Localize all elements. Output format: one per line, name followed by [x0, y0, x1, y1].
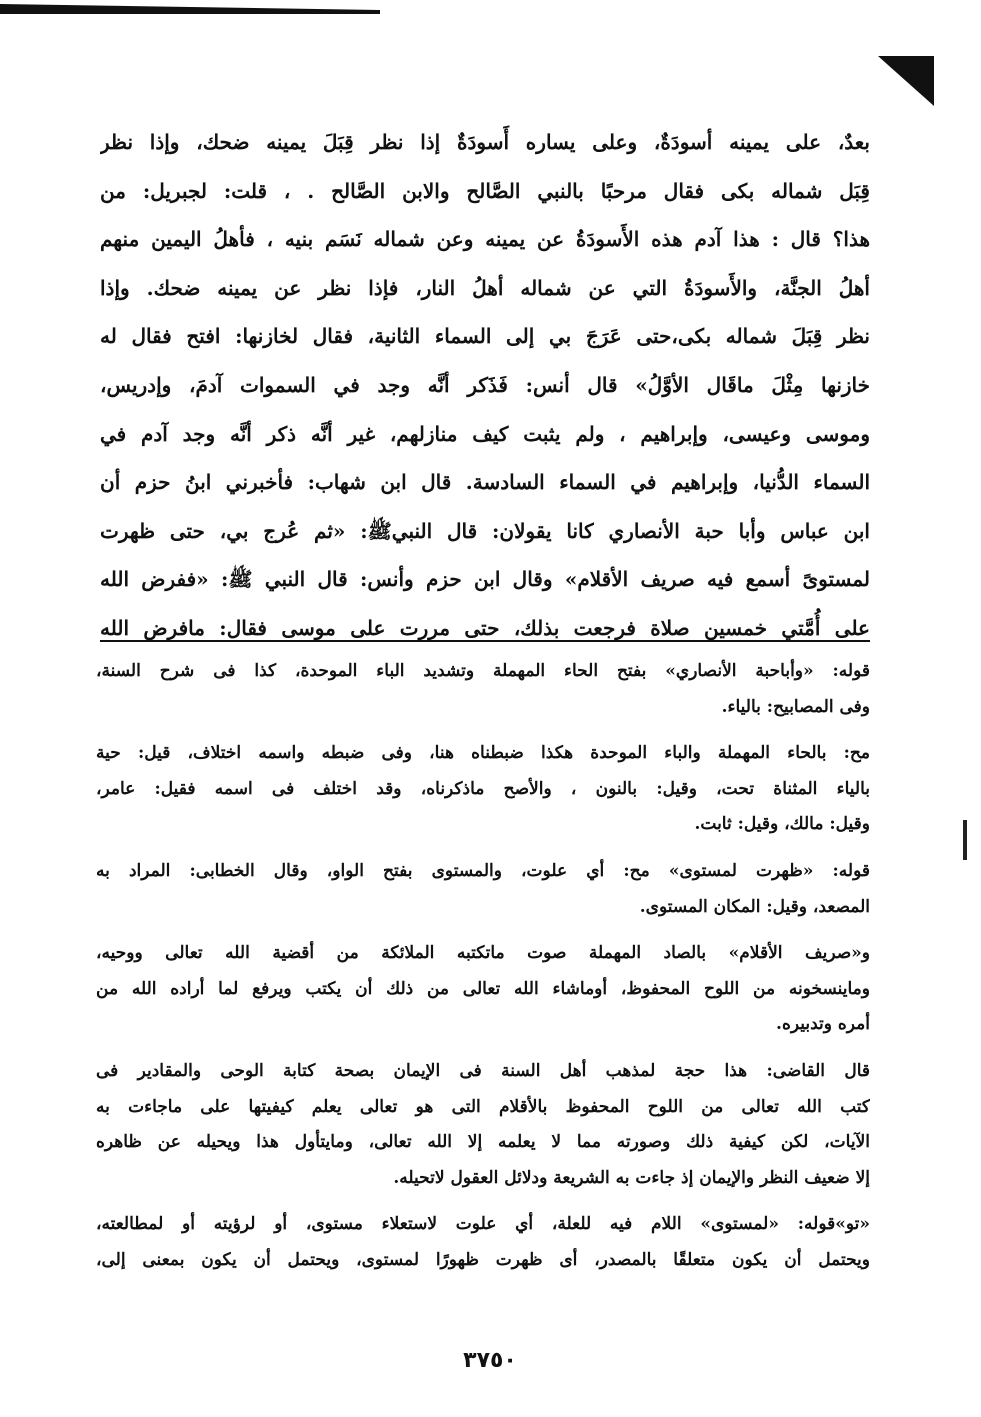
note-line: أمره وتدبيره. [776, 1014, 870, 1035]
corner-triangle-mark [878, 56, 934, 106]
main-text-line: على أُمَّتي خمسين صلاة فرجعت بذلك، حتى مررت على موسى فقال: مافرض الله [100, 615, 870, 640]
main-text-line: نظر قِبَلَ شماله بكى،حتى عَرَجَ بي إلى السماء الثانية، فقال لخازنها: افتح فقال له [100, 324, 870, 349]
note-line: «تو»قوله: «لمستوى» اللام فيه للعلة، أي علوت لاستعلاء مستوى، أو لرؤيته أو لمطالعته، [96, 1214, 870, 1235]
note-line: قال القاضى: هذا حجة لمذهب أهل السنة فى الإيمان بصحة كتابة الوحى والمقادير فى [96, 1060, 870, 1081]
main-text-line: ابن عباس وأبا حبة الأنصاري كانا يقولان: قال النبيﷺ: «ثم عُرج بي، حتى ظهرت [100, 518, 870, 543]
note-line: مح: بالحاء المهملة والباء الموحدة هكذا ضبطناه هنا، وفى ضبطه واسمه اختلاف، قيل: حية [96, 743, 870, 764]
note-line: وفى المصابيح: بالياء. [721, 696, 870, 717]
main-text-line: أهلُ الجنَّة، والأَسودَةُ التي عن شماله أهلُ النار، فإذا نظر عن يمينه ضحك. وإذا [100, 275, 870, 300]
note-line: ويحتمل أن يكون متعلقًا بالمصدر، أى ظهرت ظهورًا لمستوى، ويحتمل أن يكون بمعنى إلى، [96, 1249, 870, 1270]
note-paragraph [96, 936, 870, 1043]
top-border-rule [0, 4, 380, 14]
note-line: كتب الله تعالى من اللوح المحفوظ بالأقلام التى هو تعالى يعلم كيفيتها على ماجاءت به [96, 1096, 870, 1117]
main-text-line: لمستوىً أسمع فيه صريف الأقلام» وقال ابن حزم وأنس: قال النبي ﷺ: «ففرض الله [100, 567, 870, 592]
note-line: بالياء المثناة تحت، وقيل: بالنون ، والأصح ماذكرناه، وقد اختلف فى اسمه فقيل: عامر، [96, 778, 870, 799]
page-number: ٣٧٥٠ [463, 1348, 517, 1373]
note-paragraph [96, 1054, 870, 1196]
note-line: وقيل: مالك، وقيل: ثابت. [694, 814, 870, 835]
main-hadith-text [100, 118, 870, 653]
main-text-line: خازنها مِثْلَ ماقَال الأوَّلُ» قال أنس: فَذَكر أنَّه وجد في السموات آدمَ، وإدريس، [100, 372, 870, 397]
footnote-divider [100, 640, 870, 642]
main-text-line: قِبَل شماله بكى فقال مرحبًا بالنبي الصَّالح والابن الصَّالح . ، قلت: لجبريل: من [100, 178, 870, 203]
note-line: الآيات، لكن كيفية ذلك وصورته مما لا يعلمه إلا الله تعالى، ومايتأول هذا ويحيله عن ظاهره [96, 1132, 870, 1153]
note-line: وماينسخونه من اللوح المحفوظ، أوماشاء الله تعالى من ذلك أن يكتب ويرفع لما أراده الله من [96, 978, 870, 999]
note-paragraph [96, 736, 870, 843]
main-text-line: هذا؟ قال : هذا آدم هذه الأَسودَةُ عن يمينه وعن شماله نَسَم بنيه ، فأهلُ اليمين منهم [100, 227, 870, 252]
note-line: و«صريف الأقلام» بالصاد المهملة صوت ماتكتبه الملائكة من أقضية الله تعالى ووحيه، [96, 943, 870, 964]
note-line: قوله: «وأباحبة الأنصاري» بفتح الحاء المهملة وتشديد الباء الموحدة، كذا فى شرح السنة، [96, 661, 870, 681]
note-paragraph [96, 1207, 870, 1278]
main-text-line: وموسى وعيسى، وإبراهيم ، ولم يثبت كيف منازلهم، غير أنَّه ذكر أنَّه وجد آدم في [100, 421, 870, 446]
note-line: إلا ضعيف النظر والإيمان إذ جاءت به الشريعة ودلائل العقول لاتحيله. [393, 1167, 870, 1188]
main-text-line: بعدٌ، على يمينه أسودَةٌ، وعلى يساره أَسودَةٌ إذا نظر قِبَلَ يمينه ضحك، وإذا نظر [100, 130, 870, 154]
note-line: قوله: «ظهرت لمستوى» مح: أي علوت، والمستوى بفتح الواو، وقال الخطابى: المراد به [96, 860, 870, 881]
main-text-line: السماء الدُّنيا، وإبراهيم في السماء السادسة. قال ابن شهاب: فأخبرني ابنُ حزم أن [100, 470, 870, 495]
scan-edge-mark [963, 820, 967, 860]
note-paragraph [96, 654, 870, 725]
commentary-notes [96, 654, 870, 1290]
note-paragraph [96, 854, 870, 925]
note-line: المصعد، وقيل: المكان المستوى. [639, 896, 870, 917]
